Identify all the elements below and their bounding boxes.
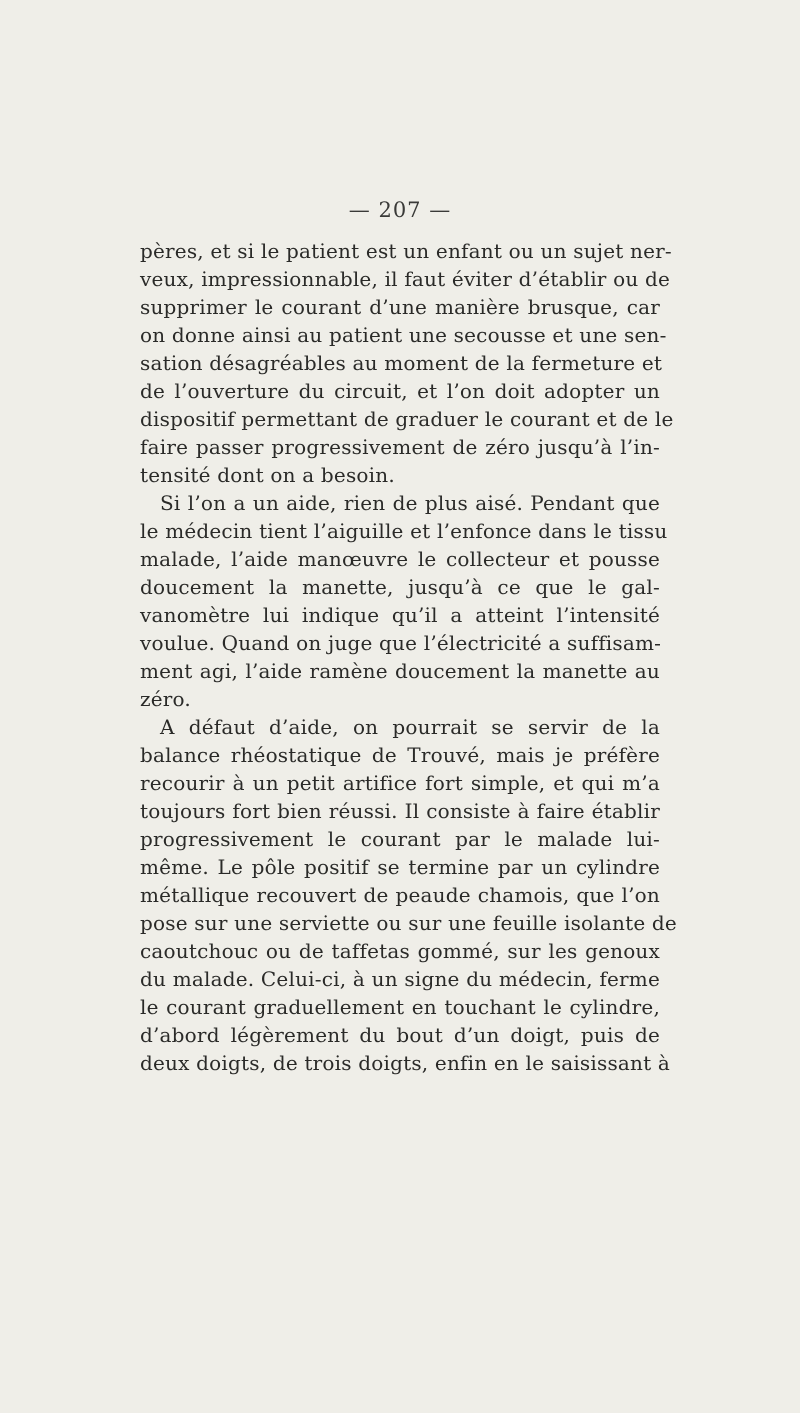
text-line: pères, et si le patient est un enfant ou un sujet ner- bbox=[140, 239, 672, 263]
text-line: deux doigts, de trois doigts, enfin en le saisissant à bbox=[140, 1051, 671, 1075]
text-line: A défaut d’aide, on pourrait se servir de la bbox=[160, 715, 660, 739]
text-line: tensité dont on a besoin. bbox=[140, 463, 395, 487]
text-line: le courant graduellement en touchant le cylindre, bbox=[140, 995, 660, 1019]
text-line: dispositif permettant de graduer le courant et de le bbox=[140, 407, 674, 431]
text-line: veux, impressionnable, il faut éviter d’établir ou de bbox=[140, 267, 671, 291]
text-line: malade, l’aide manœuvre le collecteur et pousse bbox=[140, 547, 660, 571]
text-line: doucement la manette, jusqu’à ce que le gal- bbox=[140, 575, 660, 599]
text-line: du malade. Celui-ci, à un signe du médecin, ferme bbox=[140, 967, 660, 991]
text-line: supprimer le courant d’une manière brusque, car bbox=[140, 295, 660, 319]
text-line: même. Le pôle positif se termine par un cylindre bbox=[140, 855, 660, 879]
text-line: zéro. bbox=[140, 687, 191, 711]
text-line: le médecin tient l’aiguille et l’enfonce dans le tissu bbox=[140, 519, 668, 543]
text-line: caoutchouc ou de taffetas gommé, sur les genoux bbox=[140, 939, 660, 963]
text-line: sation désagréables au moment de la fermeture et bbox=[140, 351, 663, 375]
text-line: ment agi, l’aide ramène doucement la manette au bbox=[140, 659, 660, 683]
text-line: Si l’on a un aide, rien de plus aisé. Pendant que bbox=[160, 491, 660, 515]
page-number: — 207 — bbox=[348, 198, 452, 222]
body-text bbox=[140, 237, 677, 1077]
text-line: de l’ouverture du circuit, et l’on doit adopter un bbox=[140, 379, 660, 403]
text-line: métallique recouvert de peaude chamois, que l’on bbox=[140, 883, 660, 907]
text-line: faire passer progressivement de zéro jusqu’à l’in- bbox=[140, 435, 660, 459]
text-line: vanomètre lui indique qu’il a atteint l’intensité bbox=[140, 603, 660, 627]
text-line: toujours fort bien réussi. Il consiste à faire établir bbox=[140, 799, 660, 823]
text-line: pose sur une serviette ou sur une feuille isolante de bbox=[140, 911, 677, 935]
text-line: balance rhéostatique de Trouvé, mais je préfère bbox=[140, 743, 660, 767]
text-line: d’abord légèrement du bout d’un doigt, puis de bbox=[140, 1023, 660, 1047]
text-line: voulue. Quand on juge que l’électricité a suffisam- bbox=[140, 631, 662, 655]
text-line: recourir à un petit artifice fort simple, et qui m’a bbox=[140, 771, 660, 795]
text-line: progressivement le courant par le malade lui- bbox=[140, 827, 660, 851]
text-line: on donne ainsi au patient une secousse et une sen- bbox=[140, 323, 667, 347]
